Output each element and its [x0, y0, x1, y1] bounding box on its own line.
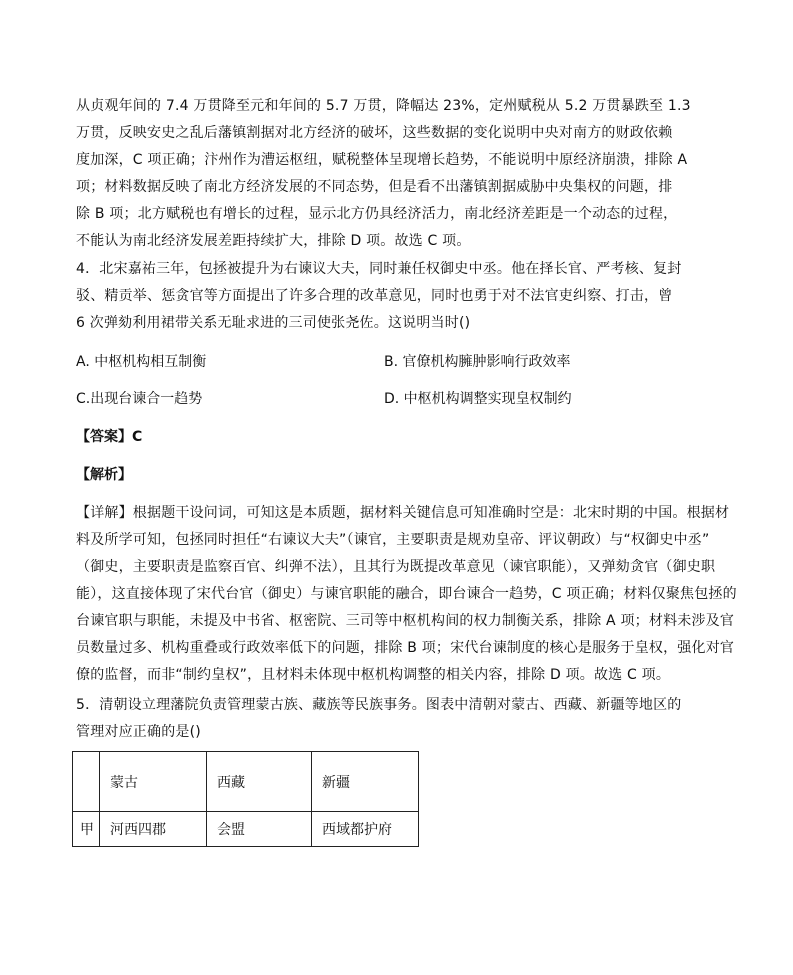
table-cell: 会盟	[207, 812, 312, 847]
option-b: B. 官僚机构臃肿影响行政效率	[384, 354, 571, 370]
table-header-cell	[73, 752, 100, 812]
table-header-cell: 蒙古	[100, 752, 207, 812]
option-d: D. 中枢机构调整实现皇权制约	[384, 391, 572, 407]
detail-line: 员数量过多、机构重叠或行政效率低下的问题，排除 B 项；宋代台谏制度的核心是服务于皇权，强化对官	[76, 640, 735, 656]
table-header-row	[73, 752, 419, 812]
text-line: 项；材料数据反映了南北方经济发展的不同态势，但是看不出藩镇割据威胁中央集权的问题，排	[76, 179, 673, 195]
detail-line: 能），这直接体现了宋代台官（御史）与谏官职能的融合，即台谏合一趋势，C 项正确；材料仅聚焦包拯的	[76, 586, 737, 602]
detail-line: 僚的监督，而非“制约皇权”，且材料未体现中枢机构调整的相关内容，排除 D 项。故选 C 项。	[76, 667, 671, 683]
detail-line: （御史，主要职责是监察百官、纠弹不法），且其行为既提改革意见（谏官职能），又弹劾贪官（御史职	[76, 559, 716, 575]
text-line: 除 B 项；北方赋税也有增长的过程，显示北方仍具经济活力，南北经济差距是一个动态的过程，	[76, 206, 678, 222]
question-stem-line: 驳、精贡举、惩贪官等方面提出了许多合理的改革意见，同时也勇于对不法官吏纠察、打击，曾	[76, 288, 673, 304]
analysis-heading: 【解析】	[76, 467, 132, 483]
question-stem-line: 管理对应正确的是()	[76, 724, 201, 740]
region-management-table	[72, 751, 419, 847]
detail-line: 台谏官职与职能，未提及中书省、枢密院、三司等中枢机构间的权力制衡关系，排除 A 项；材料未涉及官	[76, 613, 735, 629]
text-line: 度加深，C 项正确；汴州作为漕运枢纽，赋税整体呈现增长趋势，不能说明中原经济崩溃，排除 A	[76, 152, 688, 168]
table-header-cell: 西藏	[207, 752, 312, 812]
text-line: 万贯，反映安史之乱后藩镇割据对北方经济的破坏，这些数据的变化说明中央对南方的财政依赖	[76, 125, 673, 141]
question-stem-line: 6 次弹劾利用裙带关系无耻求进的三司使张尧佐。这说明当时()	[76, 315, 471, 331]
table-cell: 西域都护府	[312, 812, 419, 847]
table-cell: 河西四郡	[100, 812, 207, 847]
table-row	[73, 812, 419, 847]
text-line: 不能认为南北经济发展差距持续扩大，排除 D 项。故选 C 项。	[76, 233, 471, 249]
detail-line: 料及所学可知，包拯同时担任“右谏议大夫”（谏官，主要职责是规劝皇帝、评议朝政）与“权御史中丞”	[76, 532, 710, 548]
answer-label: 【答案】C	[76, 429, 143, 445]
option-a: A. 中枢机构相互制衡	[76, 354, 207, 370]
table-cell: 甲	[73, 812, 100, 847]
table-header-cell: 新疆	[312, 752, 419, 812]
detail-line: 【详解】根据题干设问词，可知这是本质题，据材料关键信息可知准确时空是：北宋时期的中国。根据材	[76, 505, 730, 521]
question-stem-line: 4．北宋嘉祐三年，包拯被提升为右谏议大夫，同时兼任权御史中丞。他在择长官、严考核、复封	[76, 261, 682, 277]
question-stem-line: 5．清朝设立理藩院负责管理蒙古族、藏族等民族事务。图表中清朝对蒙古、西藏、新疆等地区的	[76, 697, 682, 713]
text-line: 从贞观年间的 7.4 万贯降至元和年间的 5.7 万贯，降幅达 23%，定州赋税从 5.2 万贯暴跌至 1.3	[76, 98, 691, 114]
option-c: C.出现台谏合一趋势	[76, 391, 203, 407]
